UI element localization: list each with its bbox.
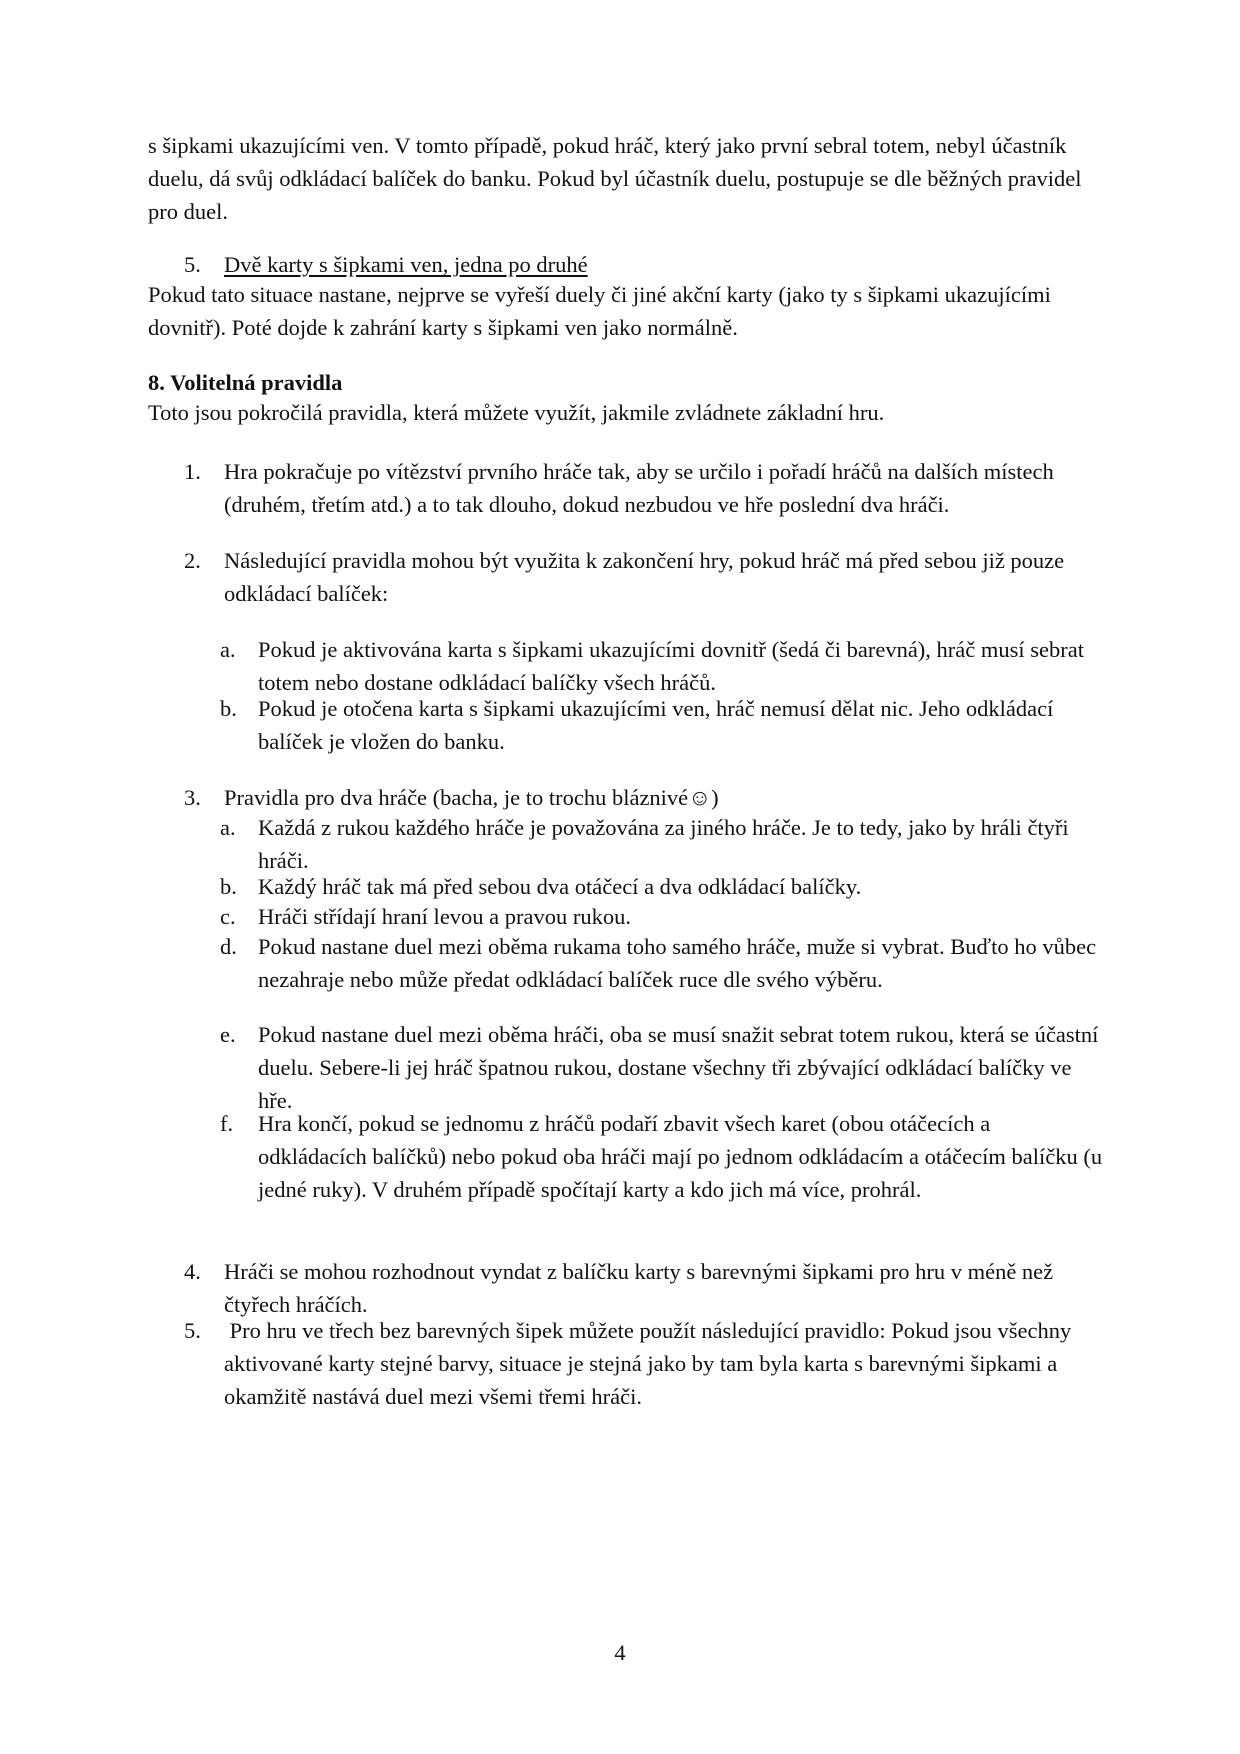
rule-3-number: 3. xyxy=(184,785,201,810)
rule-2-sub-b-letter: b. xyxy=(220,696,237,721)
rule-3-sub-f xyxy=(220,1107,1104,1241)
rule-3-sub-a-text: Každá z rukou každého hráče je považována za jiného hráče. Je to tedy, jako by hráli čtyři hráči. xyxy=(258,815,1069,873)
rule-3-text: Pravidla pro dva hráče (bacha, je to trochu bláznivé☺) xyxy=(224,785,719,810)
page-number: 4 xyxy=(614,1640,626,1665)
case-5-title: Dvě karty s šipkami ven, jedna po druhé xyxy=(224,252,588,277)
rule-3-sub-c xyxy=(220,900,1104,934)
section-8-intro: Toto jsou pokročilá pravidla, která můžete využít, jakmile zvládnete základní hru. xyxy=(148,400,885,425)
rule-2-sub-a-text: Pokud je aktivována karta s šipkami ukazujícími dovnitř (šedá či barevná), hráč musí sebrat totem nebo dostane odkládací balíčky všech hráčů. xyxy=(258,637,1084,695)
rule-4 xyxy=(184,1255,1104,1321)
rule-3-sub-b xyxy=(220,870,1104,904)
section-8-heading: 8. Volitelná pravidla xyxy=(148,370,343,395)
rule-5-number: 5. xyxy=(184,1318,201,1343)
rule-5-text: Pro hru ve třech bez barevných šipek můžete použít následující pravidlo: Pokud jsou všechny aktivované karty stejné barvy, situace je stejná jako by tam byla karta s barevnými šipkami a okamžitě nastává duel mezi všemi třemi hráči. xyxy=(224,1318,1077,1409)
rule-2-sub-a-letter: a. xyxy=(220,637,236,662)
rule-3-sub-e-text: Pokud nastane duel mezi oběma hráči, oba se musí snažit sebrat totem rukou, která se účastní duelu. Sebere-li jej hráč špatnou rukou, dostane všechny tři zbývající odkládací balíčky ve hře. xyxy=(258,1022,1099,1113)
rule-3-sub-b-letter: b. xyxy=(220,874,237,899)
rule-3 xyxy=(184,781,1104,815)
case-5-number: 5. xyxy=(184,252,201,277)
rule-3-sub-d xyxy=(220,930,1104,1030)
rule-2-text: Následující pravidla mohou být využita k zakončení hry, pokud hráč má před sebou již pouze odkládací balíček: xyxy=(224,548,1065,606)
rule-2-sub-b-text: Pokud je otočena karta s šipkami ukazujícími ven, hráč nemusí dělat nic. Jeho odkládací balíček je vložen do banku. xyxy=(258,696,1054,754)
rule-3-sub-f-text: Hra končí, pokud se jednomu z hráčů podaří zbavit všech karet (obou otáčecích a odkládacích balíčků) nebo pokud oba hráči mají po jednom odkládacím a otáčecím balíčku (u jedné ruky). V druhém případě spočítají karty a kdo jich má více, prohrál. xyxy=(258,1111,1103,1202)
rule-3-sub-c-text: Hráči střídají hraní levou a pravou rukou. xyxy=(258,904,632,929)
rule-1-number: 1. xyxy=(184,459,201,484)
rule-1 xyxy=(184,455,1104,555)
rule-2-number: 2. xyxy=(184,548,201,573)
rule-3-sub-e-letter: e. xyxy=(220,1022,236,1047)
rule-3-sub-a xyxy=(220,811,1104,877)
case-5-text: Pokud tato situace nastane, nejprve se vyřeší duely či jiné akční karty (jako ty s šipkami ukazujícími dovnitř). Poté dojde k zahrání karty s šipkami ven jako normálně. xyxy=(148,282,1051,340)
rule-4-text: Hráči se mohou rozhodnout vyndat z balíčku karty s barevnými šipkami pro hru v méně než čtyřech hráčích. xyxy=(224,1259,1054,1317)
rule-4-number: 4. xyxy=(184,1259,201,1284)
rule-1-text: Hra pokračuje po vítězství prvního hráče tak, aby se určilo i pořadí hráčů na dalších místech (druhém, třetím atd.) a to tak dlouho, dokud nezbudou ve hře poslední dva hráči. xyxy=(224,459,1054,517)
rule-5 xyxy=(184,1314,1104,1414)
intro-paragraph: s šipkami ukazujícími ven. V tomto případě, pokud hráč, který jako první sebral totem, nebyl účastník duelu, dá svůj odkládací balíček do banku. Pokud byl účastník duelu, postupuje se dle běžných pravidel pro duel. xyxy=(148,133,1082,224)
rule-2 xyxy=(184,544,1104,614)
rule-2-sub-b xyxy=(220,692,1104,758)
rule-3-sub-d-text: Pokud nastane duel mezi oběma rukama toho samého hráče, muže si vybrat. Buďto ho vůbec nezahraje nebo může předat odkládací balíček ruce dle svého výběru. xyxy=(258,934,1097,992)
rule-2-sub-a xyxy=(220,633,1104,699)
rule-3-sub-e xyxy=(220,1018,1104,1118)
rule-3-sub-a-letter: a. xyxy=(220,815,236,840)
rule-3-sub-f-letter: f. xyxy=(220,1111,234,1136)
rule-3-sub-b-text: Každý hráč tak má před sebou dva otáčecí a dva odkládací balíčky. xyxy=(258,874,862,899)
rule-3-sub-d-letter: d. xyxy=(220,934,237,959)
rule-3-sub-c-letter: c. xyxy=(220,904,236,929)
